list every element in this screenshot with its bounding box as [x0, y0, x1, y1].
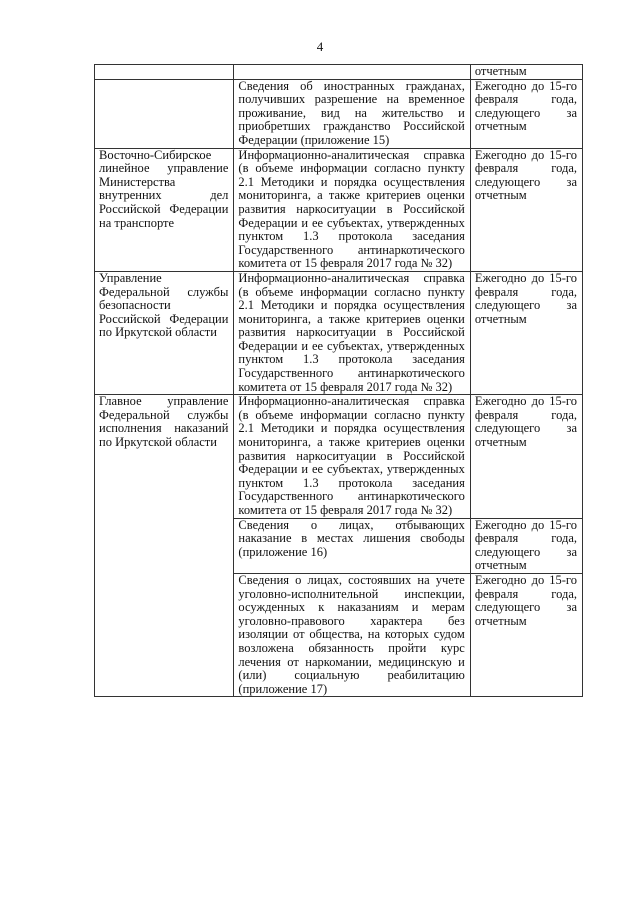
agency-cell: Управление Федеральной службы безопасности Российской Федерации по Иркутской области	[95, 271, 234, 394]
document-cell: Сведения об иностранных гражданах, получивших разрешение на временное проживание, вид на жительство и приобретших гражданство Российской Федерации (приложение 15)	[234, 79, 470, 148]
table-row	[95, 271, 583, 394]
table-row	[95, 148, 583, 271]
table-row	[95, 79, 583, 148]
deadline-cell: Ежегодно до 15-го февраля года, следующего за отчетным	[470, 395, 582, 518]
deadline-cell: отчетным	[470, 65, 582, 80]
monitoring-table	[94, 64, 583, 697]
deadline-cell: Ежегодно до 15-го февраля года, следующего за отчетным	[470, 573, 582, 696]
document-cell: Сведения о лицах, отбывающих наказание в местах лишения свободы (приложение 16)	[234, 518, 470, 573]
deadline-cell: Ежегодно до 15-го февраля года, следующего за отчетным	[470, 148, 582, 271]
document-cell	[234, 65, 470, 80]
agency-cell	[95, 65, 234, 80]
deadline-cell: Ежегодно до 15-го февраля года, следующего за отчетным	[470, 518, 582, 573]
agency-cell: Главное управление Федеральной службы исполнения наказаний по Иркутской области	[95, 395, 234, 697]
document-cell: Информационно-аналитическая справка (в объеме информации согласно пункту 2.1 Методики и порядка осуществления мониторинга, а также критериев оценки развития наркоситуации в Российской Федерации и ее субъектах, утвержденных пунктом 1.3 протокола заседания Государственного антинаркотического комитета от 15 февраля 2017 года № 32)	[234, 271, 470, 394]
agency-cell: Восточно-Сибирское линейное управление Министерства внутренних дел Российской Федерации на транспорте	[95, 148, 234, 271]
deadline-cell: Ежегодно до 15-го февраля года, следующего за отчетным	[470, 79, 582, 148]
document-cell: Информационно-аналитическая справка (в объеме информации согласно пункту 2.1 Методики и порядка осуществления мониторинга, а также критериев оценки развития наркоситуации в Российской Федерации и ее субъектах, утвержденных пунктом 1.3 протокола заседания Государственного антинаркотического комитета от 15 февраля 2017 года № 32)	[234, 148, 470, 271]
document-cell: Сведения о лицах, состоявших на учете уголовно-исполнительной инспекции, осужденных к наказаниям и мерам уголовно-правового характера без изоляции от общества, на которых судом возложена обязанность пройти курс лечения от наркомании, медицинскую и (или) социальную реабилитацию (приложение 17)	[234, 573, 470, 696]
page-number: 4	[316, 39, 324, 54]
agency-cell	[95, 79, 234, 148]
table-row	[95, 395, 583, 518]
document-cell: Информационно-аналитическая справка (в объеме информации согласно пункту 2.1 Методики и порядка осуществления мониторинга, а также критериев оценки развития наркоситуации в Российской Федерации и ее субъектах, утвержденных пунктом 1.3 протокола заседания Государственного антинаркотического комитета от 15 февраля 2017 года № 32)	[234, 395, 470, 518]
deadline-cell: Ежегодно до 15-го февраля года, следующего за отчетным	[470, 271, 582, 394]
table-row	[95, 65, 583, 80]
